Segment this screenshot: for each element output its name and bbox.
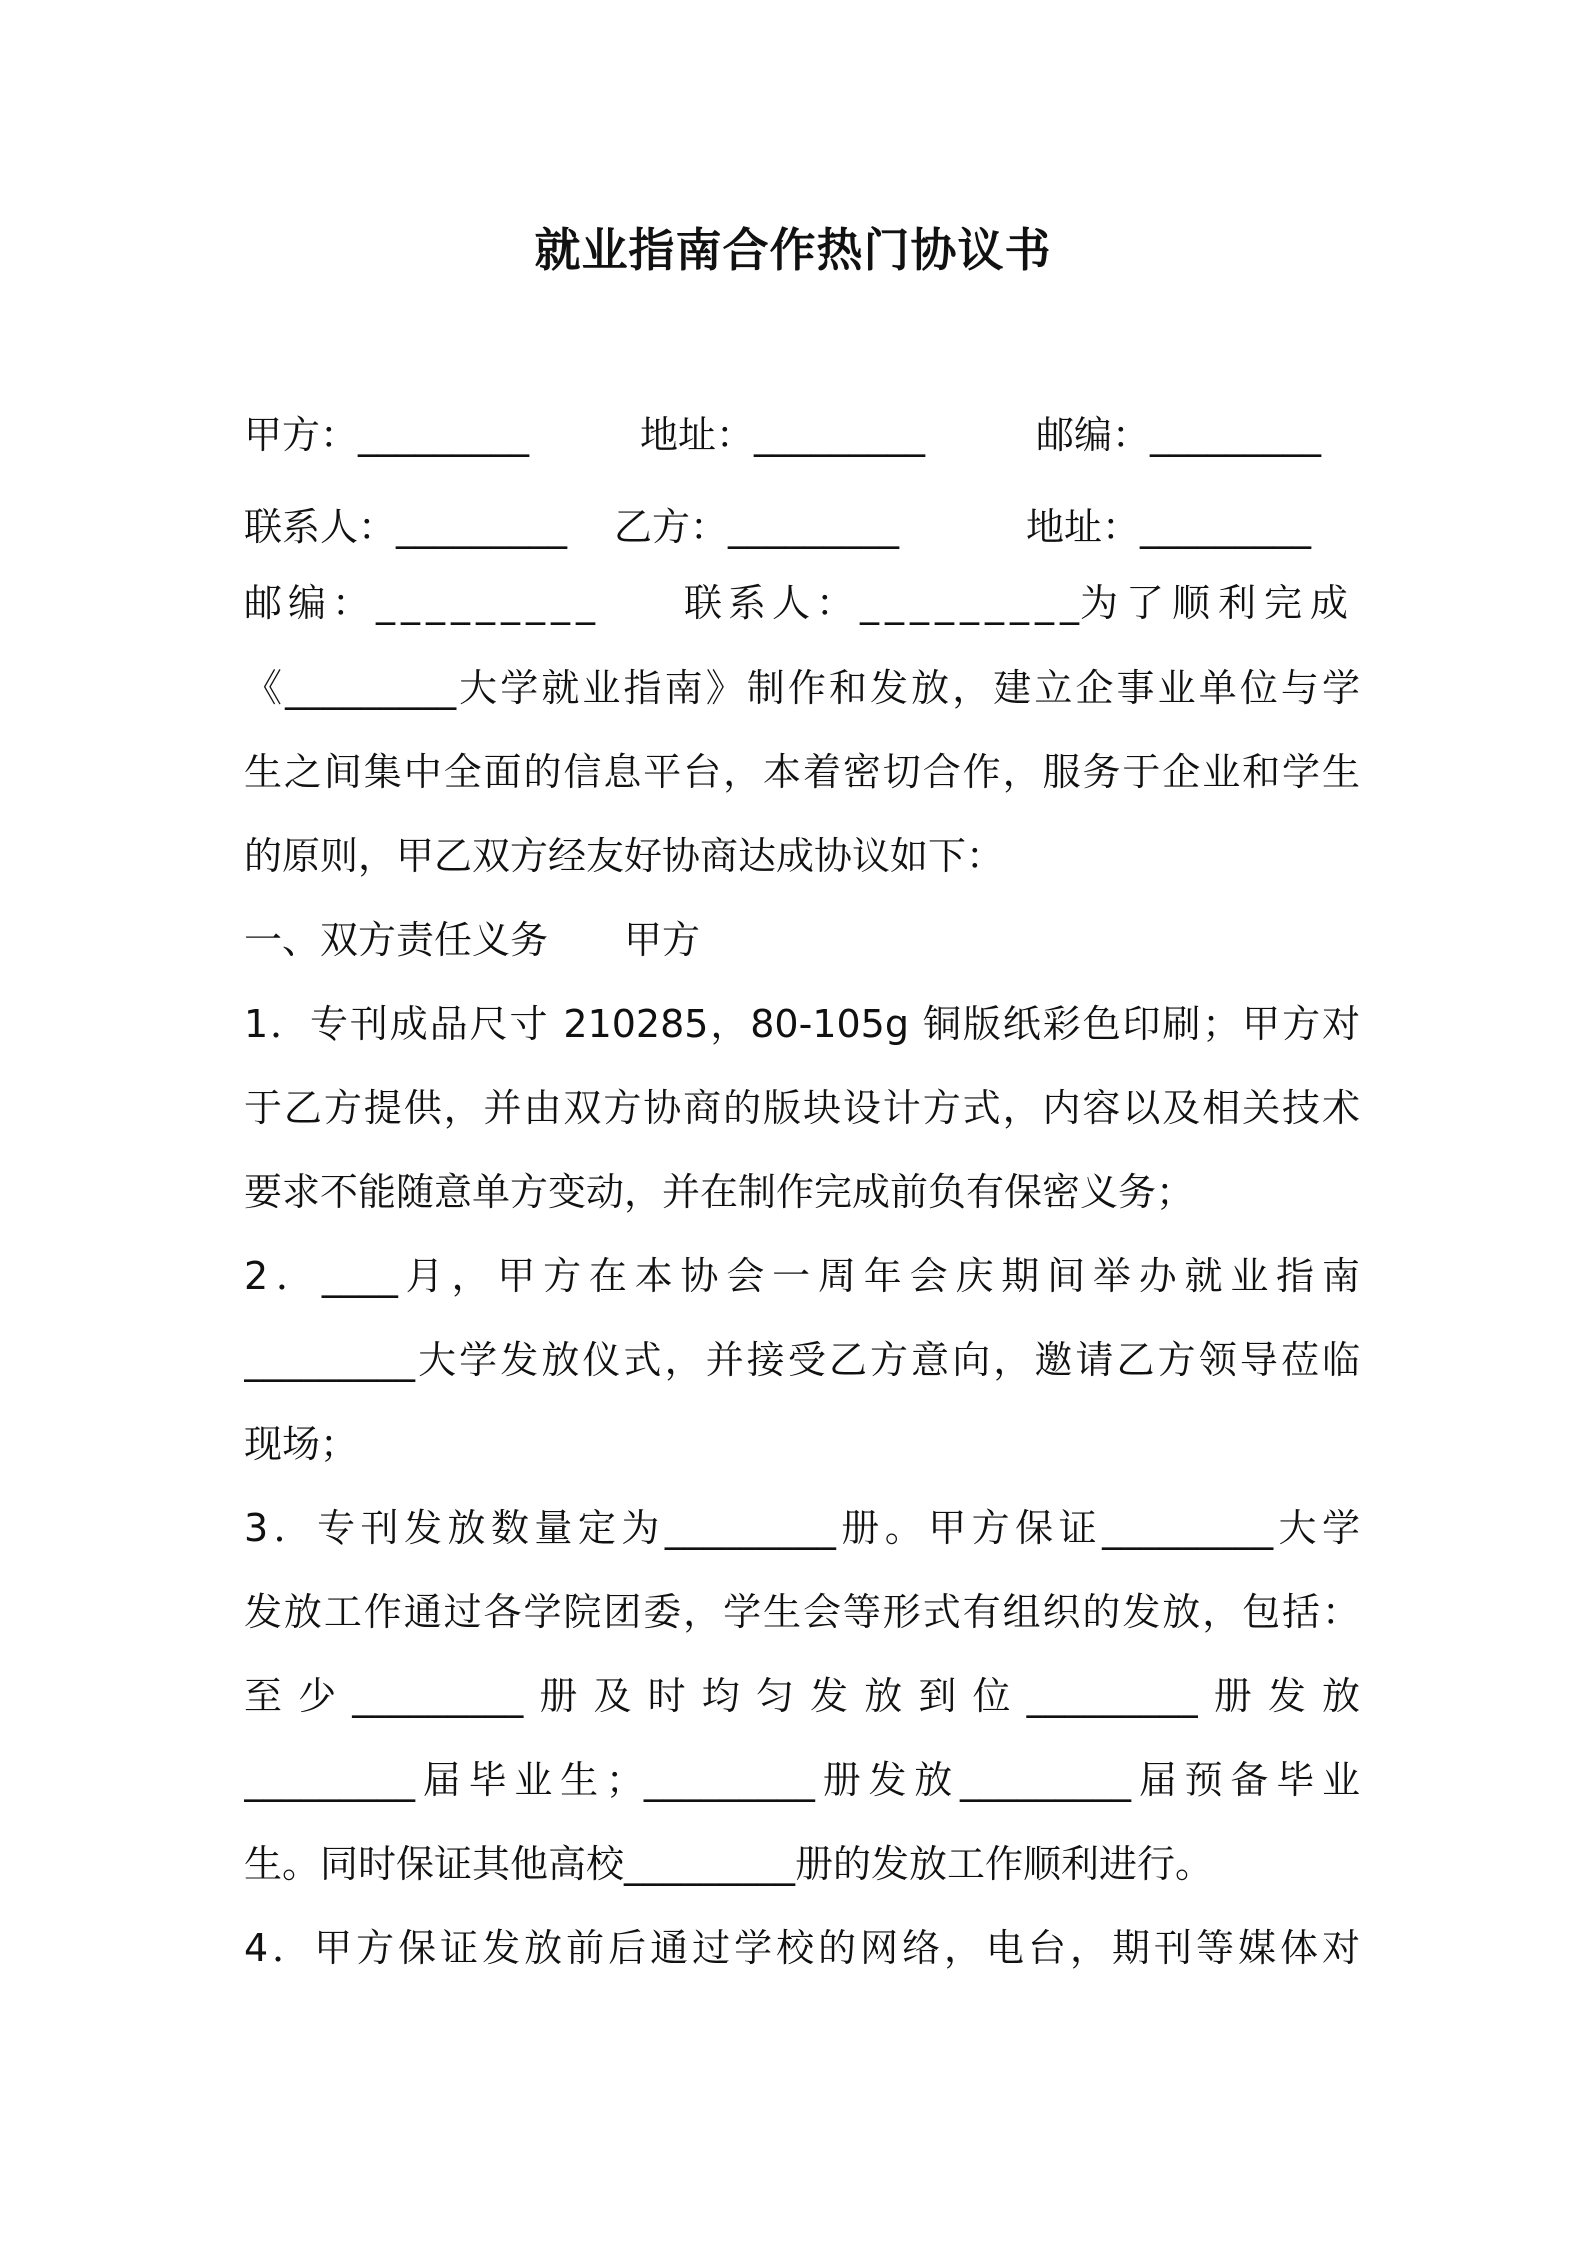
body-line: 4．甲方保证发放前后通过学校的网络，电台，期刊等媒体对	[244, 1926, 1360, 1970]
section-heading: 一、双方责任义务 甲方	[244, 918, 701, 962]
body-line: 的原则，甲乙双方经友好协商达成协议如下：	[244, 834, 1005, 878]
body-line: _________大学发放仪式，并接受乙方意向，邀请乙方领导莅临	[244, 1338, 1360, 1382]
party-a-address-field: 地址：_________	[640, 413, 926, 457]
intro-text-start: 为了顺利完成	[1080, 581, 1357, 625]
body-line: 《_________大学就业指南》制作和发放，建立企事业单位与学	[244, 666, 1360, 710]
party-b-contact-field: 联系人：_________	[684, 581, 1086, 625]
body-line: 发放工作通过各学院团委，学生会等形式有组织的发放，包括：	[244, 1590, 1360, 1634]
body-line: 现场；	[244, 1422, 359, 1466]
body-line: 3．专刊发放数量定为_________册。甲方保证_________大学	[244, 1506, 1360, 1550]
party-b-address-field: 地址：_________	[1026, 505, 1312, 549]
party-b-contact-row	[244, 573, 1360, 633]
body-line: 2．____月，甲方在本协会一周年会庆期间举办就业指南	[244, 1254, 1360, 1298]
body-line: 于乙方提供，并由双方协商的版块设计方式，内容以及相关技术	[244, 1086, 1360, 1130]
body-line: 至少_________册及时均匀发放到位_________册发放	[244, 1674, 1360, 1718]
party-b-row	[244, 497, 1360, 557]
body-line: 要求不能随意单方变动，并在制作完成前负有保密义务；	[244, 1170, 1195, 1214]
party-a-field: 甲方：_________	[244, 413, 530, 457]
party-b-field: 乙方：_________	[614, 505, 900, 549]
party-a-postcode-field: 邮编：_________	[1036, 413, 1322, 457]
party-b-postcode-field: 邮编：_________	[244, 581, 602, 625]
body-line: _________届毕业生；_________册发放_________届预备毕业	[244, 1758, 1360, 1802]
party-a-contact-field: 联系人：_________	[244, 505, 568, 549]
party-a-row	[244, 405, 1360, 465]
body-line: 生之间集中全面的信息平台，本着密切合作，服务于企业和学生	[244, 750, 1360, 794]
body-line: 1．专刊成品尺寸 210285，80-105g 铜版纸彩色印刷；甲方对	[244, 1002, 1360, 1046]
body-line: 生。同时保证其他高校_________册的发放工作顺利进行。	[244, 1842, 1214, 1886]
document-title: 就业指南合作热门协议书	[534, 223, 1052, 277]
